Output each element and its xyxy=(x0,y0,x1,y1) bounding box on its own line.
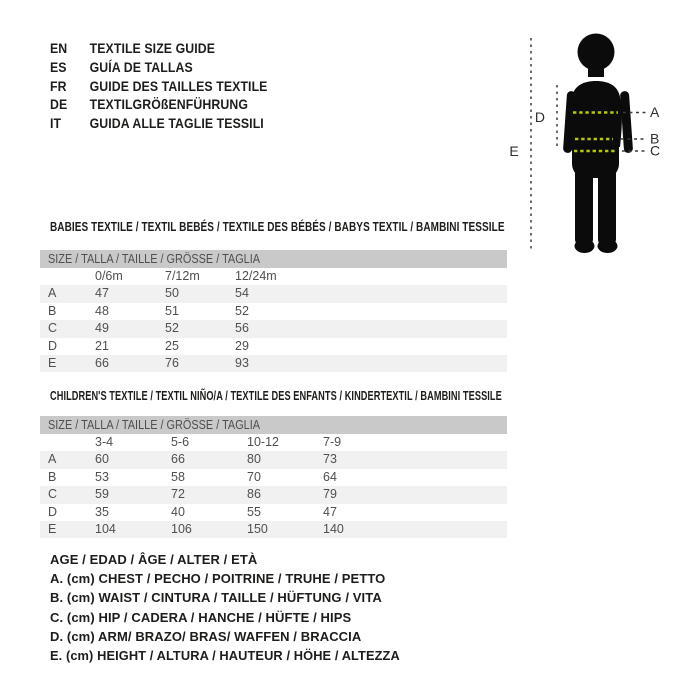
babies-size-table xyxy=(40,250,507,372)
measure-label-e: E xyxy=(509,143,519,159)
babies-section-title: BABIES TEXTILE / TEXTIL BEBÉS / TEXTILE DES BÉBÉS / BABYS TEXTIL / BAMBINI TESSILE xyxy=(50,220,505,234)
size-value-cell: 51 xyxy=(165,303,179,318)
size-value-cell: 66 xyxy=(171,452,185,467)
size-value-cell: 76 xyxy=(165,355,179,370)
size-value-cell: 86 xyxy=(247,487,261,502)
size-value-cell: 73 xyxy=(323,452,337,467)
table-row-a xyxy=(40,451,507,468)
size-column-header: 7/12m xyxy=(165,269,200,283)
size-value-cell: 140 xyxy=(323,521,344,536)
size-value-cell: 64 xyxy=(323,469,337,484)
size-value-cell: 47 xyxy=(95,286,109,301)
table-row-b xyxy=(40,469,507,486)
size-value-cell: 150 xyxy=(247,521,268,536)
language-code: EN xyxy=(50,40,68,56)
size-value-cell: 79 xyxy=(323,487,337,502)
row-label: A xyxy=(48,286,57,301)
size-value-cell: 60 xyxy=(95,452,109,467)
size-column-header: 12/24m xyxy=(235,269,277,283)
language-label: GUIDA ALLE TAGLIE TESSILI xyxy=(89,115,264,132)
size-column-header: 10-12 xyxy=(247,435,279,449)
column-header-row xyxy=(40,268,507,285)
row-label: D xyxy=(48,504,58,519)
language-code: IT xyxy=(50,115,62,132)
legend-item-d: D. (cm) ARM/ BRAZO/ BRAS/ WAFFEN / BRACCIA xyxy=(50,628,362,644)
row-label: A xyxy=(48,452,57,467)
children-table-rows xyxy=(40,434,507,538)
row-label: E xyxy=(48,521,57,536)
language-code: ES xyxy=(50,58,67,75)
measurement-figure xyxy=(495,25,700,265)
size-corner-cell xyxy=(40,434,95,451)
children-size-band xyxy=(40,416,507,434)
legend-item-e: E. (cm) HEIGHT / ALTURA / HAUTEUR / HÖHE / ALTEZZA xyxy=(50,648,400,664)
table-row-b xyxy=(40,303,507,320)
size-value-cell: 49 xyxy=(95,321,109,336)
row-label: B xyxy=(48,469,57,484)
size-value-cell: 70 xyxy=(247,469,261,484)
size-value-cell: 104 xyxy=(95,521,116,536)
size-value-cell: 52 xyxy=(235,303,249,318)
size-column-header: 3-4 xyxy=(95,435,114,449)
size-value-cell: 47 xyxy=(323,504,337,519)
table-row-d xyxy=(40,338,507,355)
table-row-d xyxy=(40,504,507,521)
size-value-cell: 54 xyxy=(235,286,249,301)
table-row-e xyxy=(40,355,507,372)
size-value-cell: 58 xyxy=(171,469,185,484)
column-header-row xyxy=(40,434,507,451)
size-value-cell: 93 xyxy=(235,355,249,370)
size-corner-cell xyxy=(40,268,95,285)
measure-label-a: A xyxy=(650,104,660,120)
size-band-label: SIZE / TALLA / TAILLE / GRÖSSE / TAGLIA xyxy=(48,418,261,432)
legend-item-b: B. (cm) WAIST / CINTURA / TAILLE / HÜFTUNG / VITA xyxy=(50,590,382,606)
language-label: GUÍA DE TALLAS xyxy=(89,58,193,75)
language-label: GUIDE DES TAILLES TEXTILE xyxy=(89,77,268,94)
size-column-header: 7-9 xyxy=(323,435,342,449)
size-value-cell: 52 xyxy=(165,321,179,336)
size-column-header: 5-6 xyxy=(171,435,190,449)
size-value-cell: 53 xyxy=(95,469,109,484)
legend-item-a: A. (cm) CHEST / PECHO / POITRINE / TRUHE / PETTO xyxy=(50,571,386,587)
babies-table-rows xyxy=(40,268,507,372)
language-label: TEXTILE SIZE GUIDE xyxy=(89,40,216,56)
size-value-cell: 56 xyxy=(235,321,249,336)
size-value-cell: 66 xyxy=(95,355,109,370)
measure-label-d: D xyxy=(534,109,545,125)
language-code: FR xyxy=(50,77,67,94)
children-size-table xyxy=(40,416,507,538)
size-value-cell: 25 xyxy=(165,338,179,353)
size-band-label: SIZE / TALLA / TAILLE / GRÖSSE / TAGLIA xyxy=(48,252,261,266)
row-label: C xyxy=(48,321,58,336)
children-section-title: CHILDREN'S TEXTILE / TEXTIL NIÑO/A / TEXTILE DES ENFANTS / KINDERTEXTIL / BAMBINI TESSILE xyxy=(50,389,502,403)
row-label: E xyxy=(48,355,57,370)
age-legend-line: AGE / EDAD / ÂGE / ALTER / ETÀ xyxy=(50,552,258,567)
child-silhouette xyxy=(563,34,633,254)
size-value-cell: 21 xyxy=(95,338,109,353)
size-value-cell: 40 xyxy=(171,504,185,519)
measure-label-b: B xyxy=(650,130,660,147)
table-row-c xyxy=(40,486,507,503)
size-value-cell: 106 xyxy=(171,521,192,536)
row-label: D xyxy=(48,338,58,353)
size-value-cell: 35 xyxy=(95,504,109,519)
measure-label-c: C xyxy=(650,142,661,159)
measurement-legend xyxy=(50,550,405,665)
row-label: B xyxy=(48,303,57,318)
table-row-e xyxy=(40,521,507,538)
size-value-cell: 48 xyxy=(95,303,109,318)
language-code: DE xyxy=(50,96,68,113)
table-row-c xyxy=(40,320,507,337)
size-column-header: 0/6m xyxy=(95,269,123,283)
legend-item-c: C. (cm) HIP / CADERA / HANCHE / HÜFTE / HIPS xyxy=(50,609,352,625)
babies-size-band xyxy=(40,250,507,268)
language-label: TEXTILGRÖßENFÜHRUNG xyxy=(89,96,249,113)
table-row-a xyxy=(40,285,507,302)
size-value-cell: 29 xyxy=(235,338,249,353)
language-list xyxy=(50,39,267,133)
size-value-cell: 55 xyxy=(247,504,261,519)
size-value-cell: 59 xyxy=(95,487,109,502)
row-label: C xyxy=(48,487,58,502)
size-value-cell: 72 xyxy=(171,487,185,502)
size-value-cell: 50 xyxy=(165,286,179,301)
size-value-cell: 80 xyxy=(247,452,261,467)
